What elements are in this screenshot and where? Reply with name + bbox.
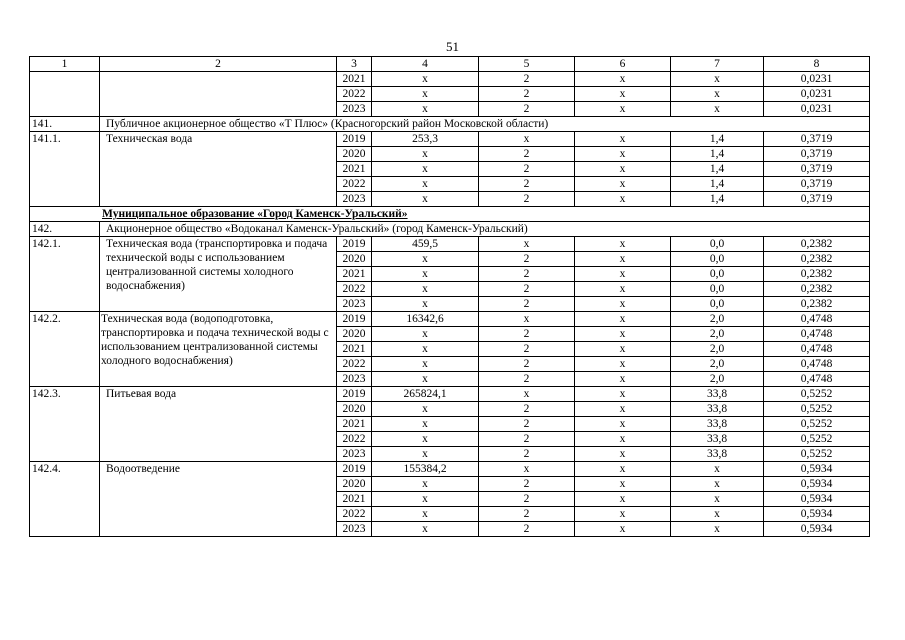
value-cell: 0,3719 [764,132,870,147]
value-cell: х [372,162,479,177]
column-header: 4 [372,57,479,72]
value-cell: х [372,267,479,282]
year-cell: 2021 [337,342,372,357]
value-cell: х [575,432,671,447]
value-cell: х [372,432,479,447]
year-cell: 2022 [337,507,372,522]
value-cell: 2 [479,252,575,267]
year-cell: 2019 [337,132,372,147]
value-cell: х [575,447,671,462]
value-cell: 1,4 [671,192,764,207]
value-cell: х [575,102,671,117]
item-name: Питьевая вода [100,387,337,462]
value-cell: 0,0 [671,267,764,282]
value-cell: х [479,387,575,402]
year-cell: 2023 [337,297,372,312]
value-cell: 2 [479,162,575,177]
value-cell: 253,3 [372,132,479,147]
value-cell: 1,4 [671,162,764,177]
table-row [30,222,870,237]
value-cell: х [575,477,671,492]
value-cell: 33,8 [671,447,764,462]
item-number: 142.1. [30,237,100,312]
value-cell: х [372,507,479,522]
item-number: 142.2. [30,312,100,387]
item-name: Техническая вода [100,132,337,207]
value-cell: 2 [479,327,575,342]
year-cell: 2019 [337,462,372,477]
value-cell: 0,4748 [764,372,870,387]
item-name: Техническая вода (транспортировка и подача технической воды с использованием централизованной системы холодного водоснабжения) [100,237,337,312]
table-row [30,462,870,477]
value-cell: х [575,372,671,387]
value-cell: 2,0 [671,372,764,387]
table-row [30,207,870,222]
year-cell: 2021 [337,492,372,507]
value-cell: 2 [479,402,575,417]
value-cell: 1,4 [671,147,764,162]
value-cell: 2 [479,177,575,192]
column-header: 7 [671,57,764,72]
value-cell: 0,5252 [764,387,870,402]
value-cell: 2,0 [671,357,764,372]
year-cell: 2023 [337,447,372,462]
value-cell: 0,2382 [764,297,870,312]
value-cell: х [575,72,671,87]
section-name: Акционерное общество «Водоканал Каменск-Уральский» (город Каменск-Уральский) [100,222,870,237]
value-cell: х [575,507,671,522]
item-name: Водоотведение [100,462,337,537]
value-cell: 0,3719 [764,162,870,177]
year-cell: 2019 [337,237,372,252]
value-cell: х [575,522,671,537]
value-cell: 2 [479,477,575,492]
value-cell: х [479,312,575,327]
value-cell: х [575,327,671,342]
value-cell: х [372,477,479,492]
value-cell: х [575,492,671,507]
value-cell: х [372,102,479,117]
value-cell: 2 [479,432,575,447]
section-number: 142. [30,222,100,237]
year-cell: 2020 [337,477,372,492]
empty-cell [100,72,337,117]
value-cell: 33,8 [671,417,764,432]
value-cell: 0,0 [671,282,764,297]
year-cell: 2023 [337,102,372,117]
value-cell: 2 [479,372,575,387]
column-header: 2 [100,57,337,72]
value-cell: х [671,522,764,537]
item-number: 141.1. [30,132,100,207]
value-cell: 265824,1 [372,387,479,402]
value-cell: х [671,87,764,102]
tariff-table [29,56,870,537]
year-cell: 2021 [337,72,372,87]
table-row [30,117,870,132]
column-header: 1 [30,57,100,72]
value-cell: 2 [479,192,575,207]
value-cell: х [372,402,479,417]
column-header: 5 [479,57,575,72]
value-cell: 0,5934 [764,492,870,507]
year-cell: 2022 [337,177,372,192]
year-cell: 2023 [337,192,372,207]
year-cell: 2022 [337,357,372,372]
value-cell: х [671,102,764,117]
value-cell: х [372,282,479,297]
value-cell: 2 [479,492,575,507]
value-cell: х [575,87,671,102]
value-cell: 33,8 [671,432,764,447]
table-row [30,237,870,252]
value-cell: 2 [479,357,575,372]
value-cell: х [575,267,671,282]
value-cell: 0,5252 [764,402,870,417]
item-name: Техническая вода (водоподготовка, транспортировка и подача технической воды с использованием централизованной системы холодного водоснабжения) [100,312,337,387]
value-cell: 0,4748 [764,342,870,357]
value-cell: х [372,342,479,357]
value-cell: х [671,477,764,492]
value-cell: 1,4 [671,132,764,147]
value-cell: 0,5934 [764,522,870,537]
value-cell: х [372,177,479,192]
value-cell: 0,4748 [764,327,870,342]
value-cell: х [575,252,671,267]
table-row [30,72,870,87]
value-cell: 2 [479,102,575,117]
column-header: 3 [337,57,372,72]
year-cell: 2022 [337,87,372,102]
value-cell: х [575,417,671,432]
value-cell: 0,0231 [764,102,870,117]
page-number: 51 [446,39,459,54]
value-cell: 0,5252 [764,417,870,432]
value-cell: х [575,402,671,417]
value-cell: 0,5252 [764,447,870,462]
value-cell: 0,2382 [764,267,870,282]
value-cell: х [372,372,479,387]
value-cell: х [575,162,671,177]
table-row [30,312,870,327]
value-cell: 2 [479,522,575,537]
value-cell: х [372,297,479,312]
value-cell: 16342,6 [372,312,479,327]
year-cell: 2020 [337,252,372,267]
value-cell: 0,5252 [764,432,870,447]
value-cell: х [575,357,671,372]
value-cell: х [575,297,671,312]
value-cell: 33,8 [671,402,764,417]
value-cell: х [575,147,671,162]
value-cell: 0,2382 [764,252,870,267]
item-number: 142.4. [30,462,100,537]
value-cell: 0,2382 [764,282,870,297]
value-cell: 2 [479,72,575,87]
value-cell: х [372,357,479,372]
value-cell: 2 [479,447,575,462]
value-cell: 0,3719 [764,177,870,192]
value-cell: 2 [479,507,575,522]
year-cell: 2022 [337,432,372,447]
value-cell: 459,5 [372,237,479,252]
value-cell: 0,5934 [764,462,870,477]
value-cell: 1,4 [671,177,764,192]
year-cell: 2019 [337,312,372,327]
value-cell: 2 [479,282,575,297]
value-cell: х [372,192,479,207]
value-cell: х [575,342,671,357]
value-cell: 0,4748 [764,357,870,372]
value-cell: 0,5934 [764,477,870,492]
value-cell: 0,0 [671,297,764,312]
value-cell: 0,0 [671,252,764,267]
table-row [30,132,870,147]
section-number: 141. [30,117,100,132]
item-number: 142.3. [30,387,100,462]
value-cell: 0,3719 [764,147,870,162]
year-cell: 2021 [337,417,372,432]
year-cell: 2021 [337,267,372,282]
value-cell: 33,8 [671,387,764,402]
municipality-heading: Муниципальное образование «Город Каменск-Уральский» [30,207,870,222]
value-cell: х [575,177,671,192]
value-cell: 2 [479,267,575,282]
value-cell: х [372,252,479,267]
value-cell: х [372,522,479,537]
value-cell: 0,0231 [764,72,870,87]
value-cell: х [671,462,764,477]
value-cell: х [372,492,479,507]
year-cell: 2020 [337,327,372,342]
value-cell: 2 [479,417,575,432]
year-cell: 2022 [337,282,372,297]
value-cell: 0,3719 [764,192,870,207]
value-cell: х [575,282,671,297]
section-name: Публичное акционерное общество «Т Плюс» (Красногорский район Московской области) [100,117,870,132]
value-cell: х [575,387,671,402]
year-cell: 2021 [337,162,372,177]
value-cell: х [372,87,479,102]
value-cell: х [479,237,575,252]
value-cell: х [575,237,671,252]
value-cell: х [671,507,764,522]
table-row [30,387,870,402]
value-cell: х [372,327,479,342]
year-cell: 2020 [337,402,372,417]
column-header-row [30,57,870,72]
year-cell: 2020 [337,147,372,162]
empty-cell [30,72,100,117]
year-cell: 2019 [337,387,372,402]
value-cell: х [479,462,575,477]
value-cell: х [372,447,479,462]
value-cell: 0,4748 [764,312,870,327]
value-cell: 0,2382 [764,237,870,252]
year-cell: 2023 [337,372,372,387]
value-cell: х [372,417,479,432]
value-cell: х [575,132,671,147]
value-cell: х [575,312,671,327]
value-cell: 2 [479,297,575,312]
value-cell: х [372,147,479,162]
value-cell: х [575,192,671,207]
value-cell: х [372,72,479,87]
value-cell: 0,0231 [764,87,870,102]
value-cell: 2,0 [671,312,764,327]
value-cell: х [575,462,671,477]
value-cell: х [671,492,764,507]
value-cell: 0,0 [671,237,764,252]
value-cell: 2,0 [671,327,764,342]
column-header: 8 [764,57,870,72]
value-cell: 2 [479,342,575,357]
value-cell: 0,5934 [764,507,870,522]
value-cell: 2 [479,87,575,102]
value-cell: 2 [479,147,575,162]
value-cell: 155384,2 [372,462,479,477]
year-cell: 2023 [337,522,372,537]
value-cell: х [479,132,575,147]
value-cell: 2,0 [671,342,764,357]
column-header: 6 [575,57,671,72]
value-cell: х [671,72,764,87]
